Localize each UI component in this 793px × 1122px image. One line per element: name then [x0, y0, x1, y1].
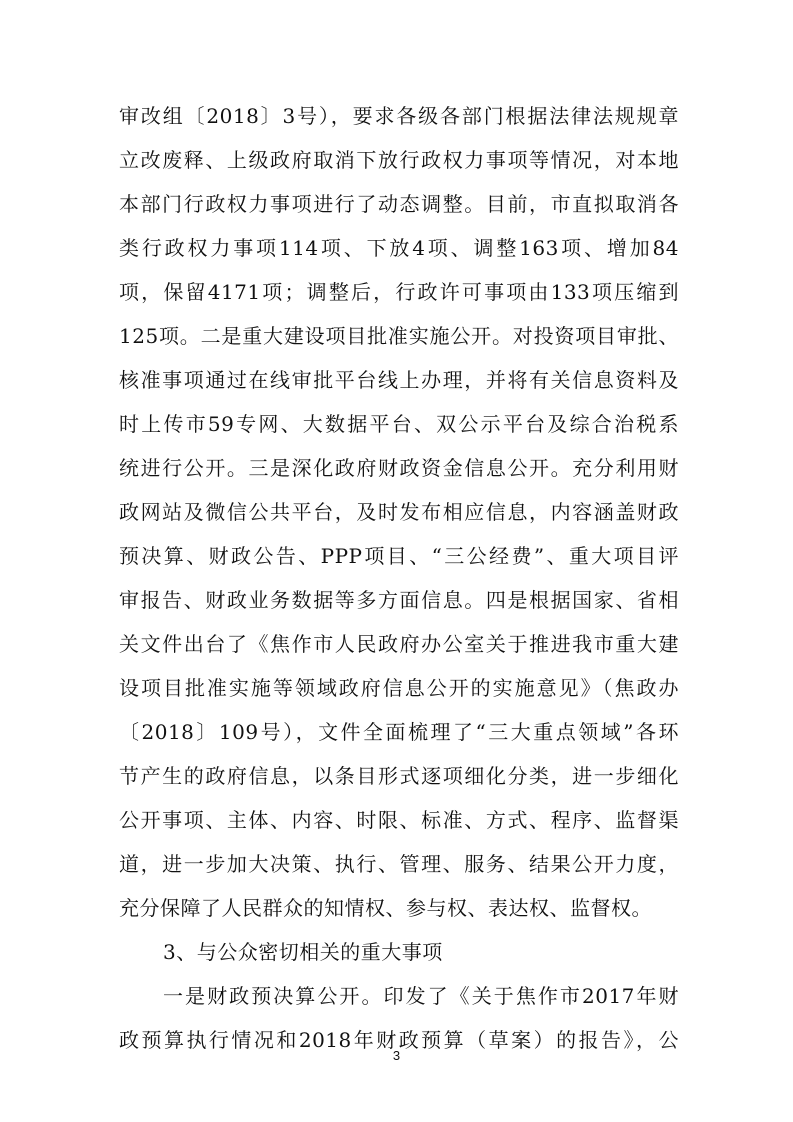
- body-text-line: 审改组〔2018〕3号），要求各级各部门根据法律法规规章: [119, 104, 679, 128]
- body-text-line: 〔2018〕109号），文件全面梳理了“三大重点领域”各环: [119, 720, 679, 744]
- body-text-line: 本部门行政权力事项进行了动态调整。目前，市直拟取消各: [119, 192, 679, 216]
- body-text-line: 设项目批准实施等领域政府信息公开的实施意见》（焦政办: [119, 676, 679, 700]
- body-text-line: 立改废释、上级政府取消下放行政权力事项等情况，对本地: [119, 148, 679, 172]
- body-text-line: 公开事项、主体、内容、时限、标准、方式、程序、监督渠: [119, 808, 679, 832]
- body-text-line: 预决算、财政公告、PPP项目、“三公经费”、重大项目评: [119, 544, 679, 568]
- body-text-line: 时上传市59专网、大数据平台、双公示平台及综合治税系: [119, 412, 679, 436]
- body-text-line: 项，保留4171项；调整后，行政许可事项由133项压缩到: [119, 280, 679, 304]
- body-text-line: 道，进一步加大决策、执行、管理、服务、结果公开力度，: [119, 852, 679, 876]
- body-text-line: 类行政权力事项114项、下放4项、调整163项、增加84: [119, 236, 679, 260]
- body-text-line: 政预算执行情况和2018年财政预算（草案）的报告》，公: [119, 1028, 679, 1052]
- body-text-line: 政网站及微信公共平台，及时发布相应信息，内容涵盖财政: [119, 500, 679, 524]
- body-text-line: 统进行公开。三是深化政府财政资金信息公开。充分利用财: [119, 456, 679, 480]
- section-heading: 3、与公众密切相关的重大事项: [163, 940, 443, 964]
- body-text-line: 核准事项通过在线审批平台线上办理，并将有关信息资料及: [119, 368, 679, 392]
- body-text-line: 充分保障了人民群众的知情权、参与权、表达权、监督权。: [119, 896, 652, 920]
- body-text-line: 审报告、财政业务数据等多方面信息。四是根据国家、省相: [119, 588, 679, 612]
- page-number: 3: [392, 1048, 401, 1063]
- body-text-line: 关文件出台了《焦作市人民政府办公室关于推进我市重大建: [119, 632, 679, 656]
- body-text-line: 125项。二是重大建设项目批准实施公开。对投资项目审批、: [119, 324, 679, 348]
- body-text-line: 一是财政预决算公开。印发了《关于焦作市2017年财: [163, 984, 679, 1008]
- body-text-line: 节产生的政府信息，以条目形式逐项细化分类，进一步细化: [119, 764, 679, 788]
